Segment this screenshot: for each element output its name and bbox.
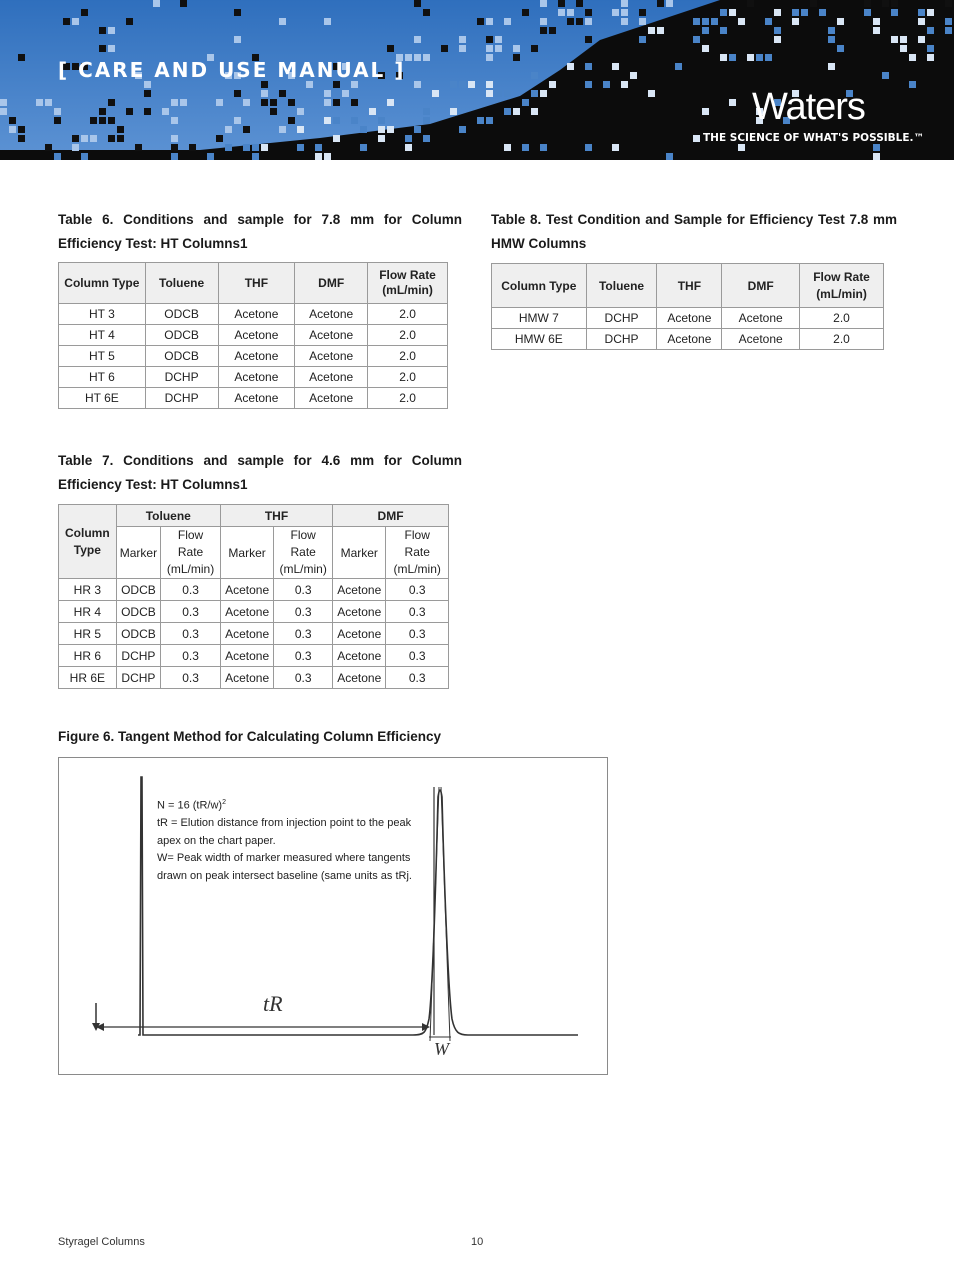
table8-cell: DCHP xyxy=(586,329,657,350)
table8 xyxy=(491,263,884,350)
table7 xyxy=(58,504,449,689)
w-definition: W= Peak width of marker measured where tangents drawn on peak intersect baseline (same units as tRj. xyxy=(157,852,412,882)
table6-row xyxy=(59,346,448,367)
table7-cell: 0.3 xyxy=(386,667,449,689)
table6-cell: Acetone xyxy=(295,325,368,346)
table6-cell: Acetone xyxy=(218,304,295,325)
table7-cell: HR 6 xyxy=(59,645,117,667)
table8-cell: 2.0 xyxy=(800,308,884,329)
table8-header-cell: DMF xyxy=(722,264,800,308)
table8-row xyxy=(492,329,884,350)
table7-cell: ODCB xyxy=(116,579,161,601)
table7-cell: 0.3 xyxy=(161,667,221,689)
table6-cell: Acetone xyxy=(295,367,368,388)
table6-cell: 2.0 xyxy=(368,367,448,388)
table8-cell: Acetone xyxy=(657,329,722,350)
table8-cell: Acetone xyxy=(657,308,722,329)
table7-cell: 0.3 xyxy=(161,601,221,623)
table6-cell: HT 4 xyxy=(59,325,146,346)
table8-cell: 2.0 xyxy=(800,329,884,350)
table6-cell: HT 6E xyxy=(59,388,146,409)
table6-cell: 2.0 xyxy=(368,304,448,325)
table8-cell: HMW 7 xyxy=(492,308,587,329)
table7-cell: ODCB xyxy=(116,623,161,645)
table6-header-cell: Flow Rate (mL/min) xyxy=(368,263,448,304)
table7-cell: Acetone xyxy=(220,667,273,689)
table7-sub-flow: Flow Rate (mL/min) xyxy=(161,527,221,579)
table7-cell: DCHP xyxy=(116,667,161,689)
figure6-caption: Figure 6. Tangent Method for Calculating Column Efficiency xyxy=(58,729,442,744)
tr-label: tR xyxy=(263,991,283,1016)
table7-group-thf: THF xyxy=(220,505,332,527)
table8-row xyxy=(492,308,884,329)
formula-line: N = 16 (tR/w) xyxy=(157,799,223,812)
table6-cell: ODCB xyxy=(145,346,218,367)
table7-cell: Acetone xyxy=(220,601,273,623)
table7-sub-flow: Flow Rate (mL/min) xyxy=(386,527,449,579)
table7-cell: 0.3 xyxy=(161,623,221,645)
table7-cell: HR 4 xyxy=(59,601,117,623)
table7-header-column-type: Column Type xyxy=(59,505,117,579)
table6-cell: HT 5 xyxy=(59,346,146,367)
table7-cell: HR 3 xyxy=(59,579,117,601)
table6-cell: ODCB xyxy=(145,325,218,346)
table6-cell: ODCB xyxy=(145,304,218,325)
tr-definition: tR = Elution distance from injection point to the peak apex on the chart paper. xyxy=(157,817,412,847)
efficiency-formula-text xyxy=(157,794,419,885)
table6-row xyxy=(59,388,448,409)
manual-title: [ CARE AND USE MANUAL ] xyxy=(58,58,406,82)
table7-row xyxy=(59,579,449,601)
table7-cell: 0.3 xyxy=(274,667,333,689)
table7-cell: Acetone xyxy=(333,667,386,689)
table7-cell: Acetone xyxy=(333,645,386,667)
table6-cell: 2.0 xyxy=(368,325,448,346)
table6-cell: Acetone xyxy=(218,346,295,367)
table6-cell: Acetone xyxy=(295,388,368,409)
footer-product-name: Styragel Columns xyxy=(58,1236,145,1248)
table6-cell: 2.0 xyxy=(368,346,448,367)
table7-cell: Acetone xyxy=(220,645,273,667)
table7-cell: 0.3 xyxy=(274,645,333,667)
table6-cell: DCHP xyxy=(145,367,218,388)
table6-row xyxy=(59,304,448,325)
table6-cell: Acetone xyxy=(218,367,295,388)
table6-cell: Acetone xyxy=(218,388,295,409)
table7-cell: HR 5 xyxy=(59,623,117,645)
table8-caption: Table 8. Test Condition and Sample for Efficiency Test 7.8 mm HMW Columns xyxy=(491,212,897,251)
table7-cell: HR 6E xyxy=(59,667,117,689)
table7-cell: Acetone xyxy=(333,623,386,645)
table8-header-cell: Flow Rate (mL/min) xyxy=(800,264,884,308)
table7-cell: 0.3 xyxy=(386,645,449,667)
table7-cell: DCHP xyxy=(116,645,161,667)
table7-sub-flow: Flow Rate (mL/min) xyxy=(274,527,333,579)
table6-cell: HT 3 xyxy=(59,304,146,325)
table6-header-cell: DMF xyxy=(295,263,368,304)
table6-cell: DCHP xyxy=(145,388,218,409)
table7-cell: 0.3 xyxy=(161,645,221,667)
tangent-right xyxy=(441,787,450,1041)
table7-caption: Table 7. Conditions and sample for 4.6 mm for Column Efficiency Test: HT Columns1 xyxy=(58,453,462,492)
table6-caption: Table 6. Conditions and sample for 7.8 mm for Column Efficiency Test: HT Columns1 xyxy=(58,212,462,251)
table6-cell: Acetone xyxy=(295,346,368,367)
table7-cell: Acetone xyxy=(333,579,386,601)
table6-cell: HT 6 xyxy=(59,367,146,388)
table7-cell: Acetone xyxy=(220,623,273,645)
table7-cell: Acetone xyxy=(220,579,273,601)
table6-header-cell: THF xyxy=(218,263,295,304)
footer-page-number: 10 xyxy=(471,1236,484,1248)
table7-cell: 0.3 xyxy=(274,601,333,623)
table6 xyxy=(58,262,448,409)
table7-cell: 0.3 xyxy=(161,579,221,601)
table7-group-toluene: Toluene xyxy=(116,505,220,527)
table7-sub-marker: Marker xyxy=(220,527,273,579)
brand-tagline: THE SCIENCE OF WHAT'S POSSIBLE.™ xyxy=(703,132,925,144)
table7-cell: 0.3 xyxy=(386,623,449,645)
table8-cell: HMW 6E xyxy=(492,329,587,350)
w-label: W xyxy=(434,1039,449,1059)
table7-row xyxy=(59,667,449,689)
table7-row xyxy=(59,623,449,645)
table7-cell: 0.3 xyxy=(386,601,449,623)
table6-header-cell: Toluene xyxy=(145,263,218,304)
table8-header-cell: THF xyxy=(657,264,722,308)
table7-sub-marker: Marker xyxy=(333,527,386,579)
table7-cell: ODCB xyxy=(116,601,161,623)
table7-cell: 0.3 xyxy=(274,623,333,645)
table6-row xyxy=(59,325,448,346)
formula-exponent: 2 xyxy=(222,799,227,806)
table7-cell: 0.3 xyxy=(386,579,449,601)
waters-logo: Waters xyxy=(752,86,865,128)
table7-cell: 0.3 xyxy=(274,579,333,601)
table8-cell: Acetone xyxy=(722,329,800,350)
table7-cell: Acetone xyxy=(333,601,386,623)
table7-row xyxy=(59,645,449,667)
table6-cell: 2.0 xyxy=(368,388,448,409)
table8-header-cell: Toluene xyxy=(586,264,657,308)
table6-header-cell: Column Type xyxy=(59,263,146,304)
table6-cell: Acetone xyxy=(218,325,295,346)
table8-cell: Acetone xyxy=(722,308,800,329)
table8-header-cell: Column Type xyxy=(492,264,587,308)
table7-row xyxy=(59,601,449,623)
table8-cell: DCHP xyxy=(586,308,657,329)
table7-sub-marker: Marker xyxy=(116,527,161,579)
table6-cell: Acetone xyxy=(295,304,368,325)
table7-group-dmf: DMF xyxy=(333,505,449,527)
table6-row xyxy=(59,367,448,388)
